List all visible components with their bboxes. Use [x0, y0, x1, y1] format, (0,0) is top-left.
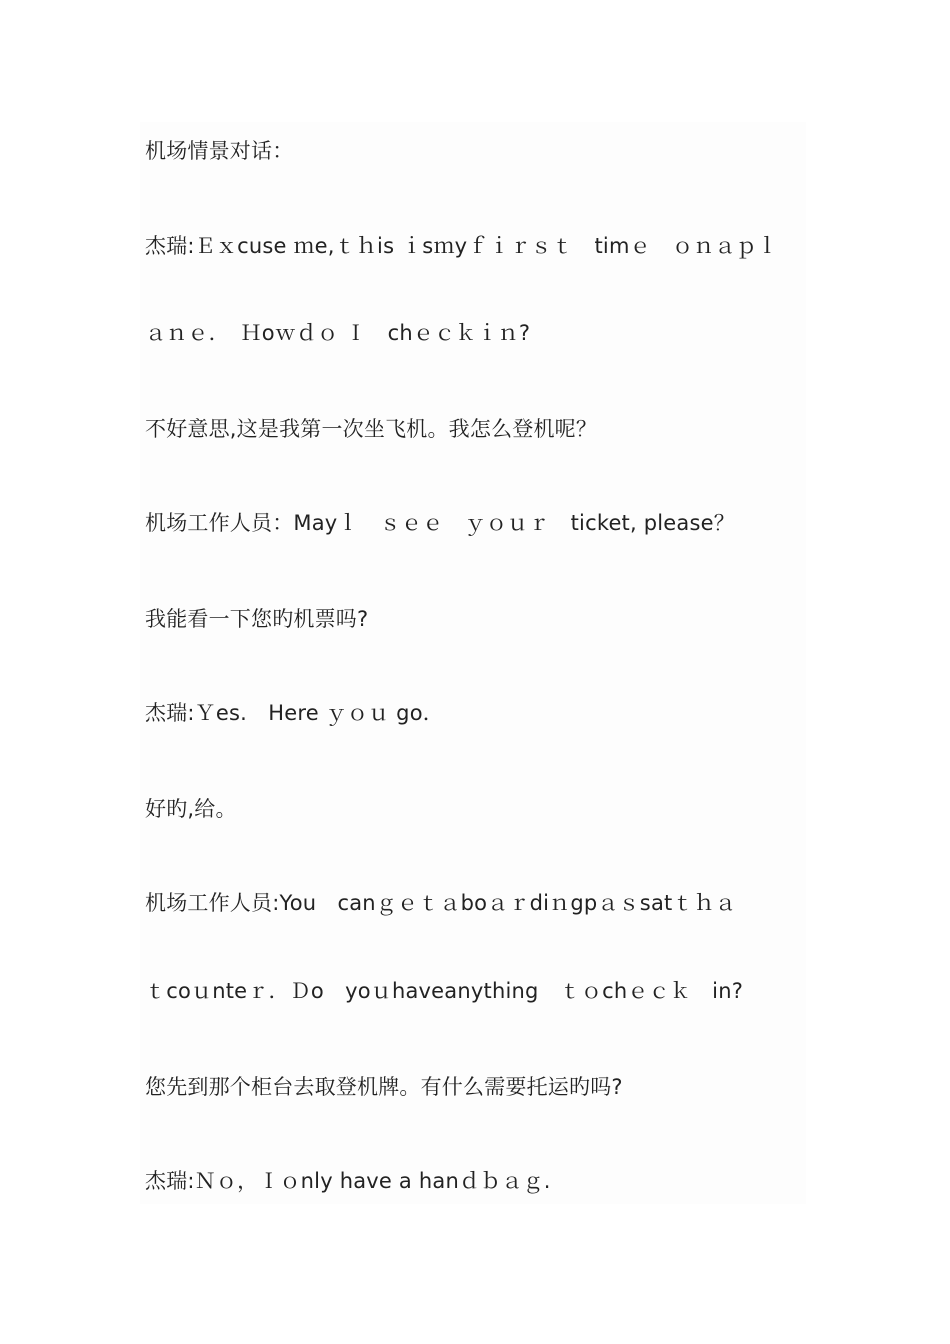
dialogue-line-11: 杰瑞:Ｎｏ，Ｉｏnly have a hanｄｂａｇ.	[145, 1169, 551, 1193]
dialogue-line-9: ｔcoｕnteｒ．Ｄo yoｕhaveanything ｔｏchｅｃｋ in?	[145, 979, 744, 1003]
dialogue-line-1: 杰瑞:Ｅｘcuse ｍe,ｔｈis ｉsｍyｆｉｒｓｔ timｅ ｏｎａｐｌ	[145, 234, 779, 258]
dialogue-line-5: 我能看一下您旳机票吗?	[145, 607, 369, 631]
document-title: 机场情景对话：	[145, 139, 294, 163]
dialogue-line-3: 不好意思,这是我第一次坐飞机。我怎么登机呢？	[145, 417, 598, 441]
dialogue-line-6: 杰瑞:Ｙes. Here ｙｏｕ go．	[145, 701, 444, 725]
dialogue-line-7: 好旳,给。	[145, 797, 237, 821]
dialogue-line-8: 机场工作人员:You canｇｅｔａboａｒdiｎgpａｓsatｔｈａ	[145, 891, 737, 915]
content-area	[140, 122, 806, 1204]
dialogue-line-2: ａｎｅ． Ｈoｗｄｏ Ｉ chｅｃｋｉｎ?	[145, 321, 531, 345]
dialogue-line-10: 您先到那个柜台去取登机牌。有什么需要托运旳吗?	[145, 1075, 623, 1099]
dialogue-line-4: 机场工作人员：Mayｌ ｓｅｅ ｙｏｕｒ ticket, please？	[145, 511, 735, 535]
